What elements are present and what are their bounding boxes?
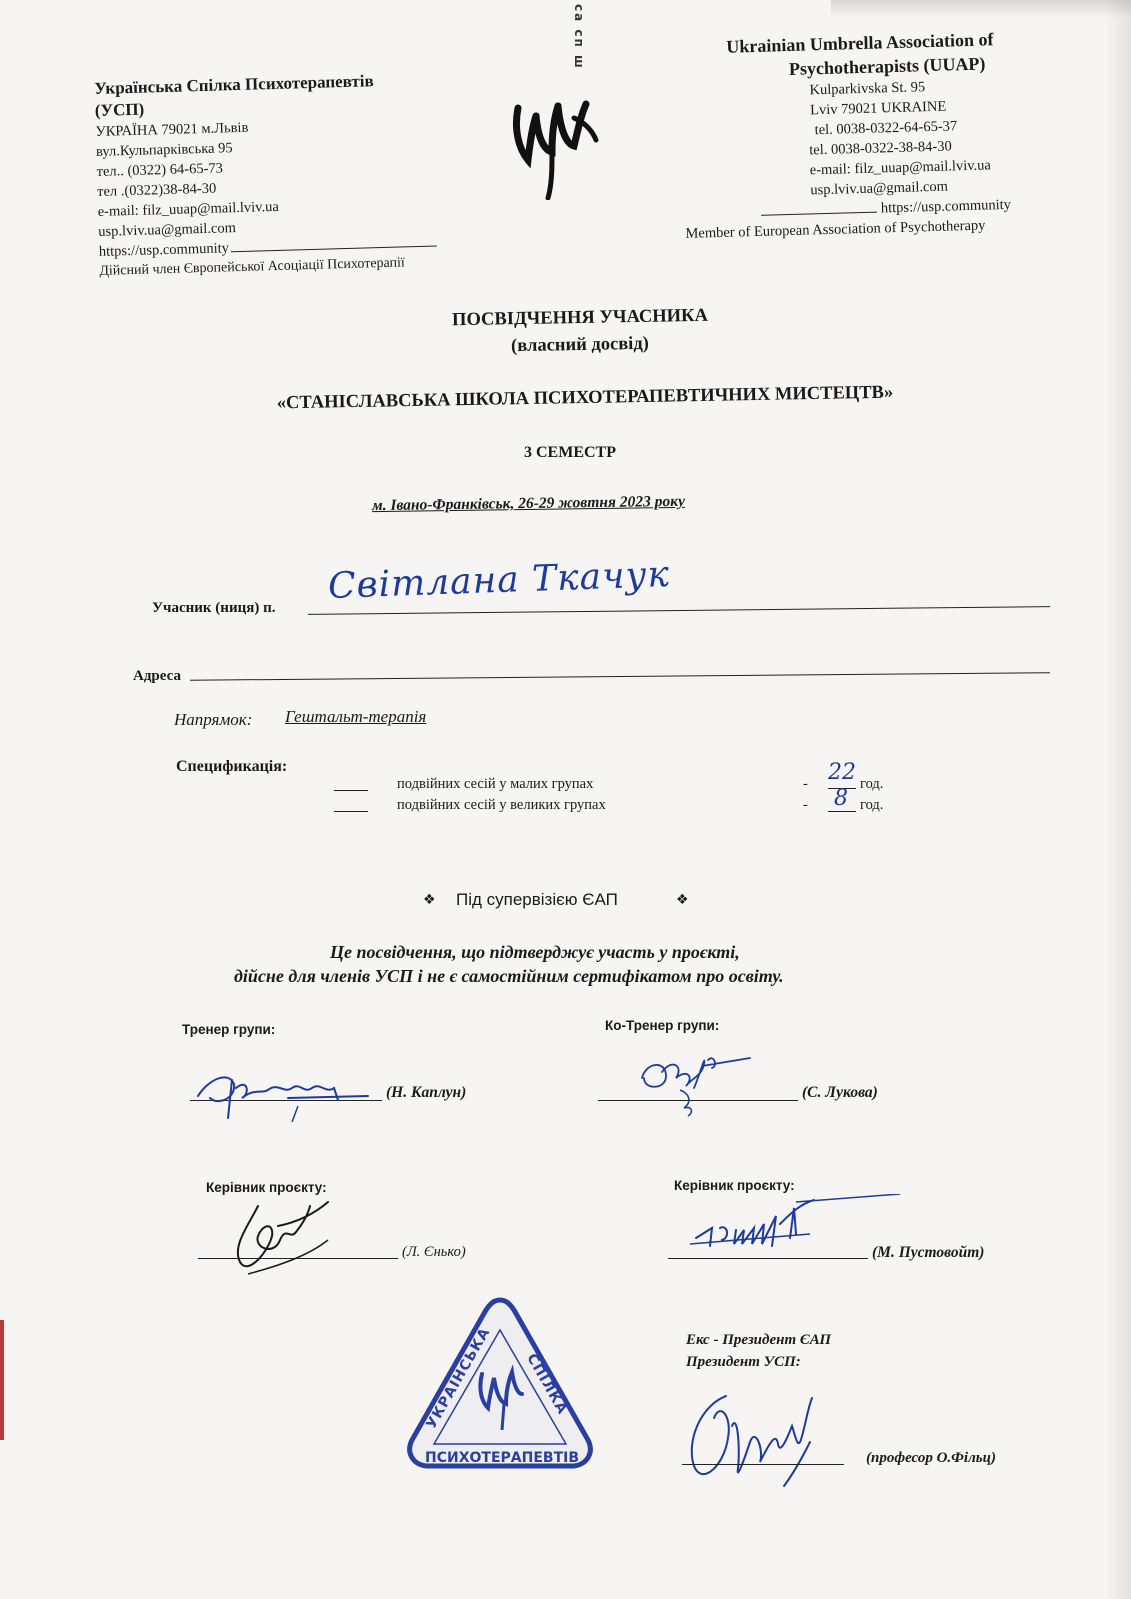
manager1-label: Керівник проєкту: bbox=[206, 1180, 327, 1195]
corner-fragment: са сп ш bbox=[572, 4, 586, 70]
participant-label: Учасник (ниця) п. bbox=[152, 600, 276, 616]
diamond-bullet-icon: ❖ bbox=[423, 892, 436, 908]
email-line: e-mail: filz_uuap@mail.lviv.ua bbox=[97, 198, 280, 220]
spec-row-small-unit: год. bbox=[860, 776, 884, 792]
trainer-name: (Н. Каплун) bbox=[386, 1084, 467, 1101]
phone-line: tel. 0038-0322-64-65-37 bbox=[814, 118, 958, 139]
org-abbr-en: Psychotherapists (UUAP) bbox=[788, 53, 986, 79]
address-line: УКРАЇНА 79021 м.Львів bbox=[95, 119, 249, 140]
cotrainer-name: (С. Лукова) bbox=[802, 1084, 878, 1101]
stamp-bottom: ПСИХОТЕРАПЕВТІВ bbox=[425, 1450, 579, 1466]
president-title-2: Президент УСП: bbox=[686, 1354, 801, 1370]
manager2-name: (М. Пустовойт) bbox=[872, 1244, 985, 1261]
notice-line-1: Це посвідчення, що підтверджує участь у проєкті, bbox=[330, 942, 740, 962]
usp-logo bbox=[508, 88, 600, 200]
specification-label: Спецификація: bbox=[176, 758, 288, 775]
binder-edge bbox=[0, 1320, 4, 1440]
website-link[interactable]: https://usp.community bbox=[98, 240, 230, 260]
stamp-left-arc: УКРАЇНСЬКА bbox=[423, 1324, 494, 1432]
org-abbr-ua: (УСП) bbox=[94, 99, 145, 120]
manager1-signature bbox=[218, 1196, 348, 1286]
direction-label: Напрямок: bbox=[174, 710, 253, 729]
manager2-signature bbox=[690, 1194, 910, 1264]
association-stamp bbox=[402, 1290, 598, 1480]
org-name-en: Ukrainian Umbrella Association of bbox=[726, 29, 994, 57]
cotrainer-signature bbox=[632, 1038, 762, 1118]
document-subtitle: (власний досвід) bbox=[510, 333, 650, 357]
header-left bbox=[94, 69, 438, 282]
spec-row-small-hours: 22 bbox=[828, 760, 856, 785]
address-label: Адреса bbox=[133, 668, 181, 684]
org-name-ua: Українська Спілка Психотерапевтів bbox=[94, 71, 374, 98]
email-line: usp.lviv.ua@gmail.com bbox=[98, 220, 237, 240]
address-line: вул.Кульпарківська 95 bbox=[95, 140, 233, 160]
address-line: Lviv 79021 UKRAINE bbox=[809, 98, 947, 119]
trainer-signature bbox=[188, 1058, 388, 1128]
trainer-label: Тренер групи: bbox=[182, 1022, 276, 1037]
president-name: (професор О.Фільц) bbox=[866, 1450, 996, 1466]
phone-line: тел.. (0322) 64-65-73 bbox=[96, 160, 224, 180]
spec-row-small-text: подвійних сесій у малих групах bbox=[397, 776, 594, 792]
president-sign-line bbox=[682, 1464, 844, 1465]
participant-line bbox=[308, 606, 1050, 615]
direction-value: Гештальт-терапія bbox=[285, 707, 427, 726]
spec-row-large-unit: год. bbox=[860, 797, 884, 813]
notice-line-2: дійсне для членів УСП і не є самостійним сертифікатом про освіту. bbox=[234, 966, 784, 986]
logo-text: УСП bbox=[554, 194, 557, 195]
phone-line: тел .(0322)38-84-30 bbox=[96, 180, 217, 200]
email-line: usp.lviv.ua@gmail.com bbox=[810, 178, 949, 199]
spec-blank bbox=[334, 778, 368, 791]
stamp-right-arc: СПІЛКА bbox=[523, 1351, 571, 1418]
membership-line: Дійсний член Європейської Асоціації Психотерапії bbox=[99, 255, 406, 279]
spec-row-large-text: подвійних сесій у великих групах bbox=[397, 797, 606, 813]
phone-line: tel. 0038-0322-38-84-30 bbox=[809, 138, 952, 159]
supervision-text: Під супервізією ЄАП bbox=[456, 890, 618, 909]
place-date: м. Івано-Франківськ, 26-29 жовтня 2023 року bbox=[371, 492, 686, 515]
spec-row-small-dash: - bbox=[803, 776, 808, 792]
membership-line: Member of European Association of Psychotherapy bbox=[685, 217, 986, 242]
document-title: ПОСВІДЧЕННЯ УЧАСНИКА bbox=[451, 305, 709, 331]
spec-blank bbox=[334, 799, 368, 812]
page-edge-shadow bbox=[1105, 0, 1131, 1599]
president-signature bbox=[680, 1382, 850, 1492]
school-name: «СТАНІСЛАВСЬКА ШКОЛА ПСИХОТЕРАПЕВТИЧНИХ МИСТЕЦТВ» bbox=[276, 382, 894, 414]
spec-row-large-dash: - bbox=[803, 797, 808, 813]
address-line: Kulparkivska St. 95 bbox=[809, 79, 926, 99]
website-link[interactable]: https://usp.community bbox=[880, 196, 1012, 217]
address-line-field bbox=[190, 672, 1050, 681]
president-title-1: Екс - Президент ЄАП bbox=[686, 1332, 832, 1348]
header-right bbox=[680, 27, 1012, 244]
manager2-label: Керівник проєкту: bbox=[674, 1178, 795, 1193]
cotrainer-label: Ко-Тренер групи: bbox=[605, 1018, 720, 1033]
semester: 3 СЕМЕСТР bbox=[524, 444, 616, 461]
participant-name-handwritten: Світлана Ткачук bbox=[327, 554, 671, 607]
page-fold-shadow bbox=[831, 0, 1131, 18]
email-line: e-mail: filz_uuap@mail.lviv.ua bbox=[809, 157, 992, 179]
spec-row-large-hours: 8 bbox=[834, 786, 848, 811]
diamond-bullet-icon: ❖ bbox=[676, 892, 689, 908]
manager1-name: (Л. Єнько) bbox=[402, 1244, 466, 1260]
